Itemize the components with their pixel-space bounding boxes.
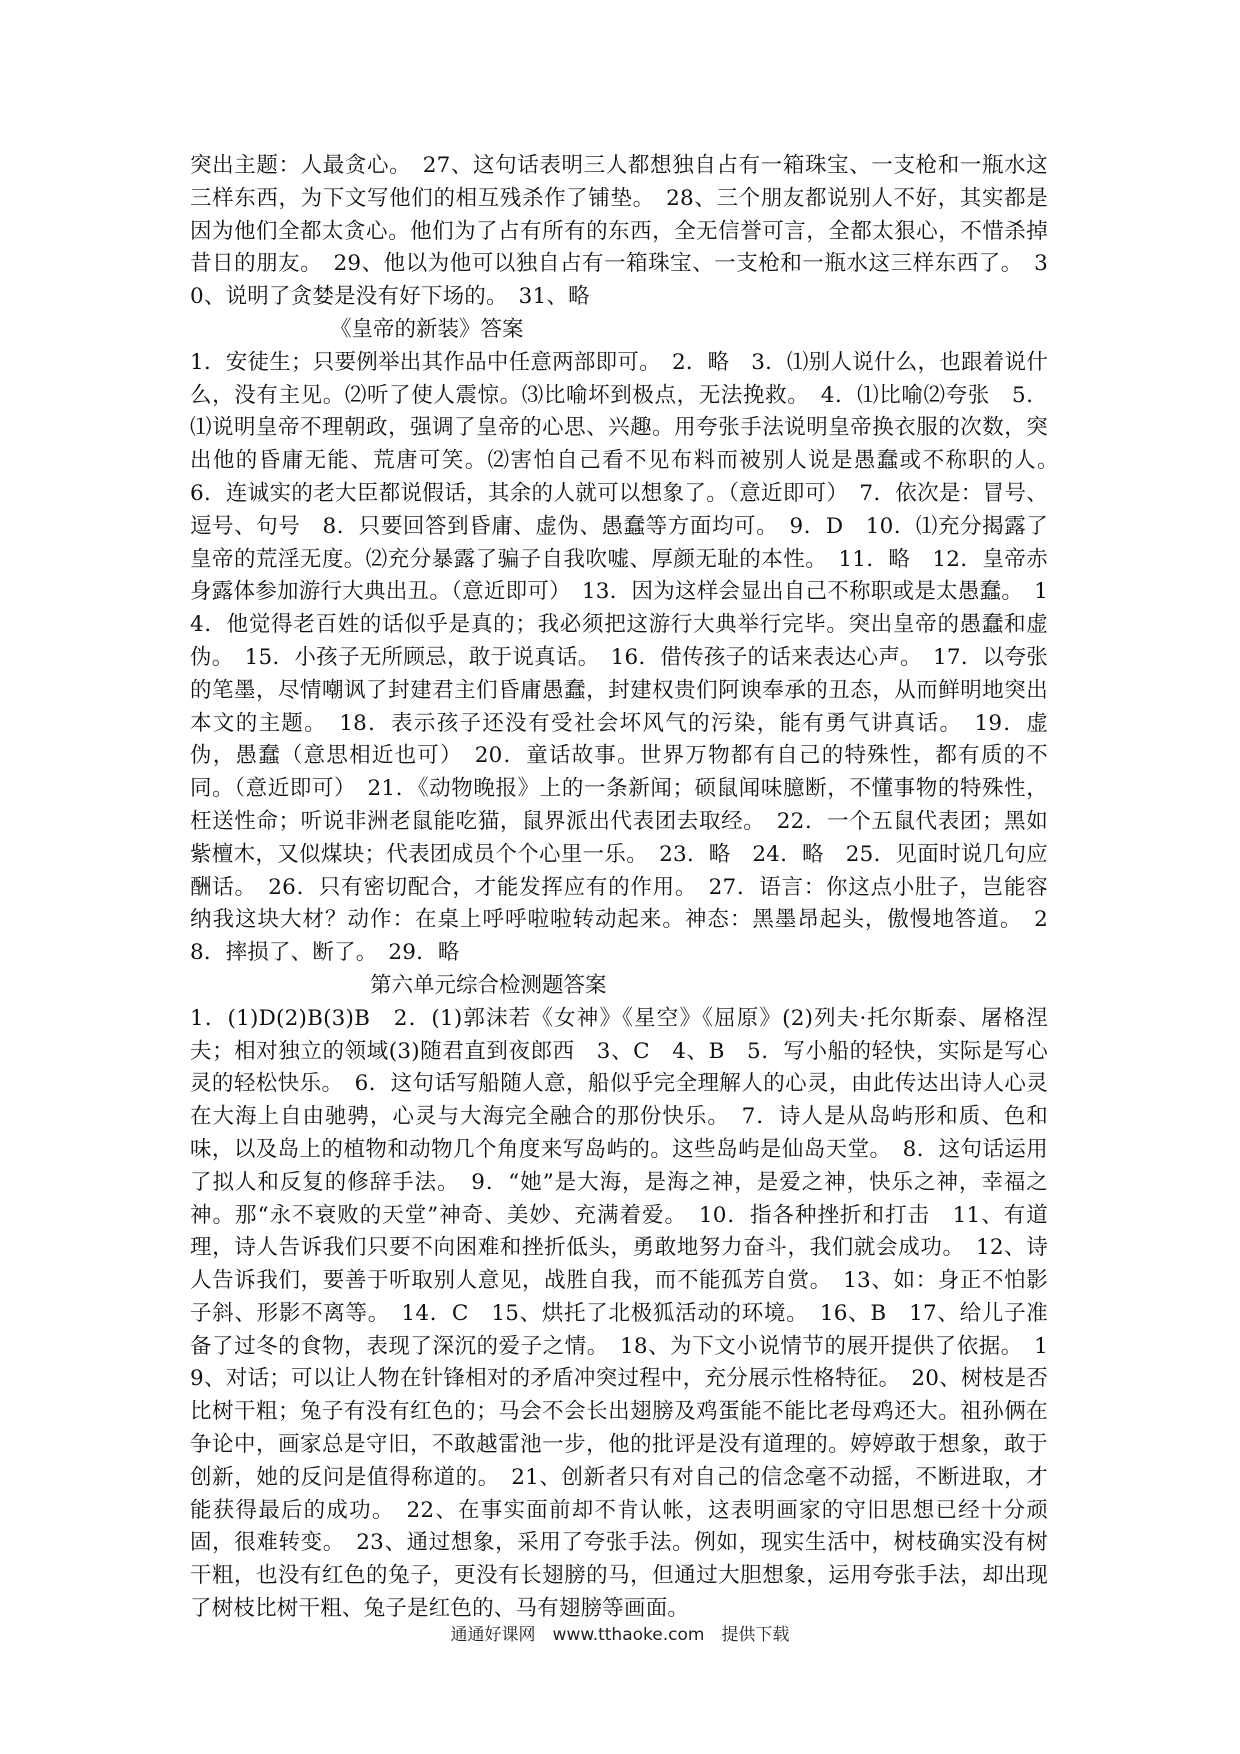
- document-body: [190, 150, 1070, 1626]
- answer-paragraph-unit-six-test: 1．(1)D(2)B(3)B 2．(1)郭沫若《女神》《星空》《屈原》(2)列夫·托尔斯泰、屠格涅夫；相对独立的领域(3)随君直到夜郎西 3、C 4、B 5．写小船的轻快，实际是写心灵的轻松快乐。 6．这句话写船随人意，船似乎完全理解人的心灵，由此传达出诗人心灵在大海上自由驰骋，心灵与大海完全融合的那份快乐。 7．诗人是从岛屿形和质、色和味，以及岛上的植物和动物几个角度来写岛屿的。这些岛屿是仙岛天堂。 8．这句话运用了拟人和反复的修辞手法。 9．“她”是大海，是海之神，是爱之神，快乐之神，幸福之神。那“永不衰败的天堂”神奇、美妙、充满着爱。 10．指各种挫折和打击 11、有道理，诗人告诉我们只要不向困难和挫折低头，勇敢地努力奋斗，我们就会成功。 12、诗人告诉我们，要善于听取别人意见，战胜自我，而不能孤芳自赏。 13、如：身正不怕影子斜、形影不离等。 14．C 15、烘托了北极狐活动的环境。 16、B 17、给儿子准备了过冬的食物，表现了深沉的爱子之情。 18、为下文小说情节的展开提供了依据。 19、对话；可以让人物在针锋相对的矛盾冲突过程中，充分展示性格特征。 20、树枝是否比树干粗；兔子有没有红色的；马会不会长出翅膀及鸡蛋能不能比老母鸡还大。祖孙俩在争论中，画家总是守旧，不敢越雷池一步，他的批评是没有道理的。婷婷敢于想象，敢于创新，她的反问是值得称道的。 21、创新者只有对自己的信念毫不动摇，不断进取，才能获得最后的成功。 22、在事实面前却不肯认帐，这表明画家的守旧思想已经十分顽固，很难转变。 23、通过想象，采用了夸张手法。例如，现实生活中，树枝确实没有树干粗，也没有红色的兔子，更没有长翅膀的马，但通过大胆想象，运用夸张手法，却出现了树枝比树干粗、兔子是红色的、马有翅膀等画面。: [190, 1005, 1048, 1622]
- section-heading-emperor-new-clothes: 《皇帝的新装》答案: [330, 316, 524, 342]
- page-footer: 通通好课网 www.tthaoke.com 提供下载: [450, 1625, 790, 1645]
- section-heading-unit-six-test: 第六单元综合检测题答案: [370, 972, 607, 998]
- answer-paragraph-story-end: 突出主题：人最贪心。 27、这句话表明三人都想独自占有一箱珠宝、一支枪和一瓶水这三样东西，为下文写他们的相互残杀作了铺垫。 28、三个朋友都说别人不好，其实都是因为他们全都太贪心。他们为了占有所有的东西，全无信誉可言，全都太狠心，不惜杀掉昔日的朋友。 29、他以为他可以独自占有一箱珠宝、一支枪和一瓶水这三样东西了。 30、说明了贪婪是没有好下场的。 31、略: [190, 153, 1048, 310]
- answer-paragraph-emperor-new-clothes: 1．安徒生；只要例举出其作品中任意两部即可。 2．略 3．⑴别人说什么，也跟着说什么，没有主见。⑵听了使人震惊。⑶比喻坏到极点，无法挽救。 4．⑴比喻⑵夸张 5．⑴说明皇帝不理朝政，强调了皇帝的心思、兴趣。用夸张手法说明皇帝换衣服的次数，突出他的昏庸无能、荒唐可笑。⑵害怕自己看不见布料而被别人说是愚蠢或不称职的人。 6．连诚实的老大臣都说假话，其余的人就可以想象了。（意近即可） 7．依次是：冒号、逗号、句号 8．只要回答到昏庸、虚伪、愚蠢等方面均可。 9．D 10．⑴充分揭露了皇帝的荒淫无度。⑵充分暴露了骗子自我吹嘘、厚颜无耻的本性。 11．略 12．皇帝赤身露体参加游行大典出丑。（意近即可） 13．因为这样会显出自己不称职或是太愚蠢。 14．他觉得老百姓的话似乎是真的；我必须把这游行大典举行完毕。突出皇帝的愚蠢和虚伪。 15．小孩子无所顾忌，敢于说真话。 16．借传孩子的话来表达心声。 17．以夸张的笔墨，尽情嘲讽了封建君主们昏庸愚蠢，封建权贵们阿谀奉承的丑态，从而鲜明地突出本文的主题。 18．表示孩子还没有受社会坏风气的污染，能有勇气讲真话。 19．虚伪，愚蠢（意思相近也可） 20．童话故事。世界万物都有自己的特殊性，都有质的不同。（意近即可） 21．《动物晚报》上的一条新闻；硕鼠闻味臆断，不懂事物的特殊性，枉送性命；听说非洲老鼠能吃猫，鼠界派出代表团去取经。 22．一个五鼠代表团；黑如紫檀木，又似煤块；代表团成员个个心里一乐。 23．略 24．略 25．见面时说几句应酬话。 26．只有密切配合，才能发挥应有的作用。 27．语言：你这点小肚子，岂能容纳我这块大材？动作：在桌上呼呼啦啦转动起来。神态：黑墨昂起头，傲慢地答道。 28．摔损了、断了。 29．略: [190, 349, 1070, 966]
